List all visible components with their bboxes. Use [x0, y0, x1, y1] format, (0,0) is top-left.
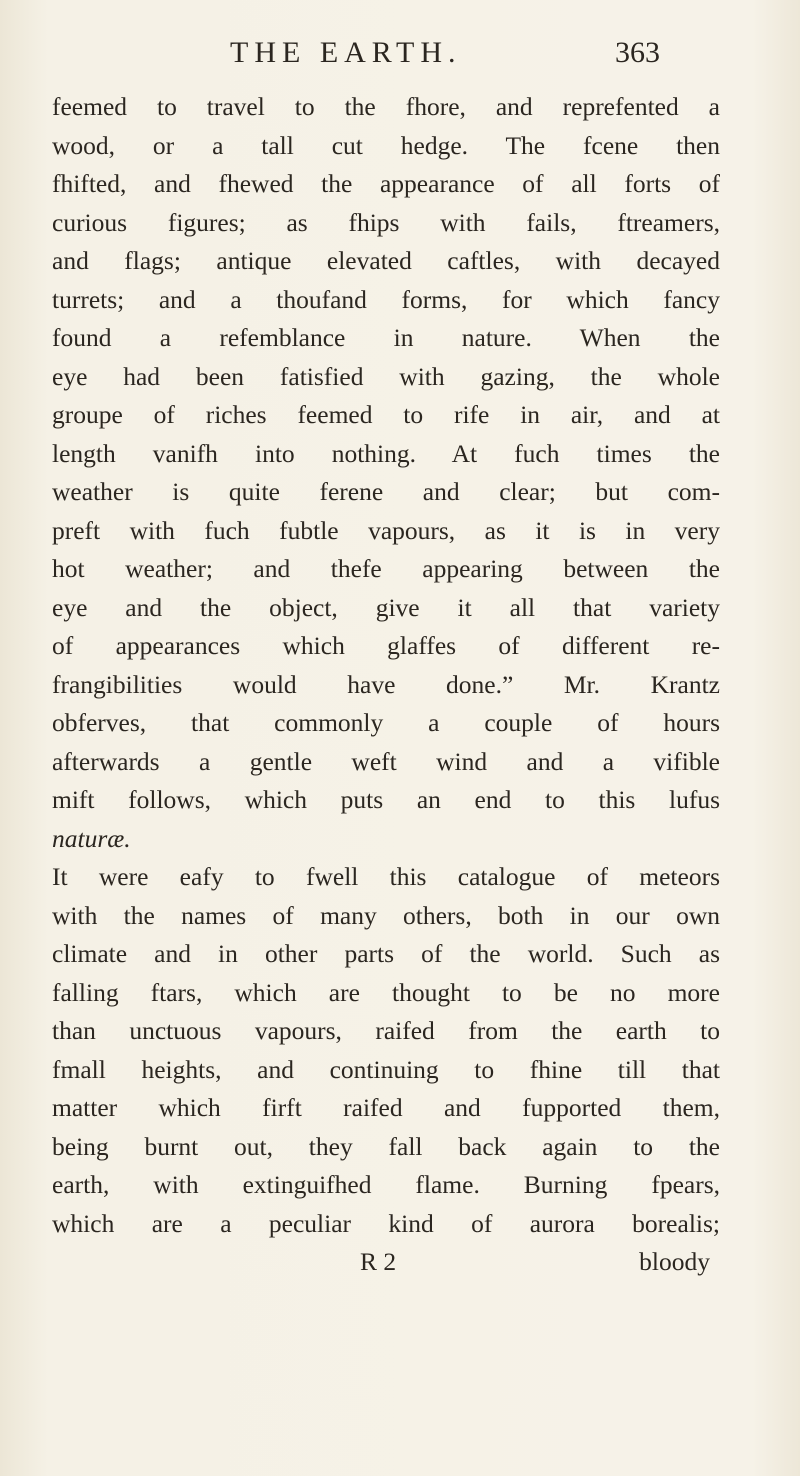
text-line-italic: naturæ. — [52, 823, 131, 853]
text-line: groupe of riches feemed to rife in air, and at — [52, 400, 720, 429]
text-line: curious figures; as fhips with fails, ftreamers, — [52, 207, 720, 237]
page-footer — [52, 1243, 720, 1282]
text-line: turrets; and a thoufand forms, for which fancy — [52, 284, 720, 314]
page-header — [200, 30, 660, 80]
text-line: afterwards a gentle weft wind and a vifible — [52, 746, 720, 776]
text-line: falling ftars, which are thought to be no more — [52, 977, 720, 1007]
text-line: fhifted, and fhewed the appearance of all forts of — [52, 169, 720, 198]
text-line: frangibilities would have done.” Mr. Krantz — [52, 669, 720, 699]
text-line: feemed to travel to the fhore, and reprefented a — [52, 92, 720, 121]
text-line: obferves, that commonly a couple of hours — [52, 708, 720, 737]
text-line: being burnt out, they fall back again to the — [52, 1131, 720, 1161]
catchword: bloody — [639, 1247, 710, 1276]
text-line: found a refemblance in nature. When the — [52, 323, 720, 352]
text-line: climate and in other parts of the world. Such as — [52, 939, 720, 968]
text-line: length vanifh into nothing. At fuch times the — [52, 438, 720, 468]
text-line: than unctuous vapours, raifed from the earth to — [52, 1016, 720, 1045]
text-line: of appearances which glaffes of different re- — [52, 631, 720, 660]
text-line: hot weather; and thefe appearing between the — [52, 554, 720, 583]
paragraph-start: It were eafy to fwell this catalogue of meteors — [52, 862, 720, 891]
text-line: eye had been fatisfied with gazing, the whole — [52, 361, 720, 391]
page-number: 363 — [615, 36, 660, 69]
text-line: and flags; antique elevated caftles, with decayed — [52, 246, 720, 275]
text-line: wood, or a tall cut hedge. The fcene then — [52, 130, 720, 160]
running-head: THE EARTH. — [230, 36, 462, 69]
text-line: matter which firft raifed and fupported them, — [52, 1093, 720, 1122]
text-line: eye and the object, give it all that variety — [52, 592, 720, 622]
text-line: mift follows, which puts an end to this lufus — [52, 785, 720, 814]
text-line: which are a peculiar kind of aurora borealis; — [52, 1208, 720, 1238]
text-line: fmall heights, and continuing to fhine till that — [52, 1054, 720, 1084]
text-line: earth, with extinguifhed flame. Burning fpears, — [52, 1170, 720, 1199]
signature-mark: R 2 — [360, 1247, 397, 1276]
body-text — [52, 88, 720, 1282]
text-line: with the names of many others, both in our own — [52, 900, 720, 930]
text-line: weather is quite ferene and clear; but com- — [52, 477, 720, 506]
text-line: preft with fuch fubtle vapours, as it is in very — [52, 515, 720, 545]
